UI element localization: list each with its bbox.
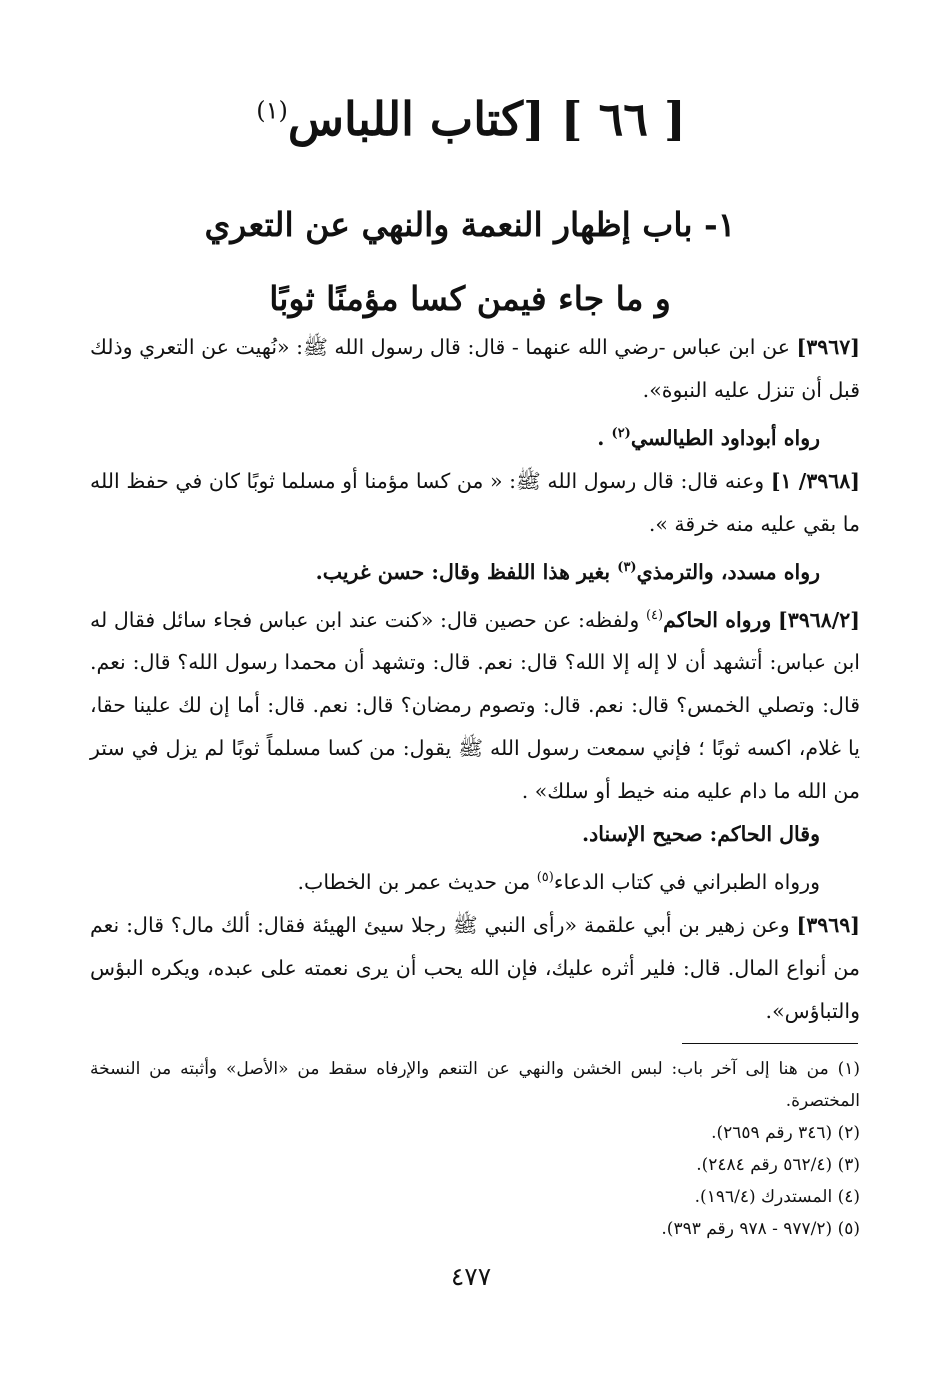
hadith-paragraph: [90, 326, 860, 412]
footnote-mark: (٢): [611, 426, 631, 441]
hadith-number: [٣٩٦٧]: [796, 335, 860, 359]
footnotes: [90, 1053, 860, 1245]
main-text: [90, 326, 860, 1033]
page-number: ٤٧٧: [450, 1262, 492, 1291]
narration-note: [90, 813, 860, 856]
footnote-3: (٣) (٥٦٢/٤ رقم ٢٤٨٤).: [696, 1155, 860, 1175]
hadith-paragraph: [90, 594, 860, 814]
book-title: [0, 92, 942, 146]
footnote-4: (٤) المستدرك (١٩٦/٤).: [694, 1187, 860, 1207]
footnote-2: (٢) (٣٤٦ رقم ٢٦٥٩).: [711, 1123, 860, 1143]
narration-text: رواه مسدد، والترمذي: [636, 559, 820, 584]
chapter-title-line-1: ١- باب إظهار النعمة والنهي عن التعري: [204, 205, 736, 244]
book-title-footnote-mark: (١): [256, 96, 288, 125]
narration-tail: .: [597, 425, 605, 450]
narration-note: [90, 412, 860, 460]
footnote-mark: (٥): [536, 870, 554, 886]
hadith-number: [٣٩٦٩]: [796, 913, 860, 938]
hadith-text: عن ابن عباس -رضي الله عنهما - قال: قال رسول الله ﷺ: «نُهيت عن التعري وذلك قبل أن تنزل عليه النبوة».: [90, 335, 860, 402]
hadith-text: وعنه قال: قال رسول الله ﷺ: « من كسا مؤمنا أو مسلما ثوبًا كان في حفظ الله ما بقي عليه منه خرقة ».: [90, 468, 860, 536]
narration-text: ورواه الطبراني في كتاب الدعاء: [553, 870, 820, 895]
chapter-title: [120, 188, 820, 336]
hadith-text: ولفظه: عن حصين قال: «كنت عند ابن عباس فجاء سائل فقال له ابن عباس: أتشهد أن لا إله إلا الله؟ قال: نعم. قال: وتشهد أن محمدا رسول الله؟ قال: نعم. قال: وتصلي الخمس؟ قال: نعم. قال: وتصوم رمضان؟ قال: نعم. قال: أما إن لك علينا حقا، يا غلام، اكسه ثوبًا ؛ فإني سمعت رسول الله ﷺ يقول: من كسا مسلماً ثوبًا لم يزل في ستر من الله ما دام عليه منه خيط أو سلك» .: [90, 607, 860, 804]
footnote-divider: [682, 1043, 858, 1044]
footnote-mark: (٤): [645, 607, 664, 623]
hadith-number: [٣٩٦٨/ ١]: [770, 468, 860, 493]
book-title-text: [ ٦٦ ] [كتاب اللباس: [287, 92, 686, 146]
hadith-paragraph: [90, 904, 860, 1033]
hadith-paragraph: [90, 460, 860, 546]
chapter-title-line-2: و ما جاء فيمن كسا مؤمنًا ثوبًا: [269, 279, 671, 318]
narration-text: رواه أبوداود الطيالسي: [630, 425, 820, 450]
narration-tail: من حديث عمر بن الخطاب.: [297, 870, 531, 895]
narration-text: وقال الحاكم: صحيح الإسناد.: [582, 822, 820, 847]
hadith-text: وعن زهير بن أبي علقمة «رأى النبي ﷺ رجلا سيئ الهيئة فقال: ألك مال؟ قال: نعم من أنواع المال. قال: فلير أثره عليك، فإن الله يحب أن يرى نعمته على عبده، ويكره البؤس والتباؤس».: [90, 913, 860, 1024]
narration-note: [90, 546, 860, 594]
footnote-mark: (٣): [617, 559, 637, 575]
narration-note: [90, 856, 860, 904]
footnote-5: (٥) (٩٧٧/٢ - ٩٧٨ رقم ٣٩٣).: [661, 1219, 860, 1239]
hadith-number: [٣٩٦٨/٢]: [778, 607, 860, 632]
footnote-1: (١) من هنا إلى آخر باب: لبس الخشن والنهي عن التنعم والإرفاه سقط من «الأصل» وأثبته من النسخة المختصرة.: [90, 1059, 860, 1111]
hadith-lead: ورواه الحاكم: [663, 607, 772, 632]
narration-tail: بغير هذا اللفظ وقال: حسن غريب.: [315, 559, 611, 584]
